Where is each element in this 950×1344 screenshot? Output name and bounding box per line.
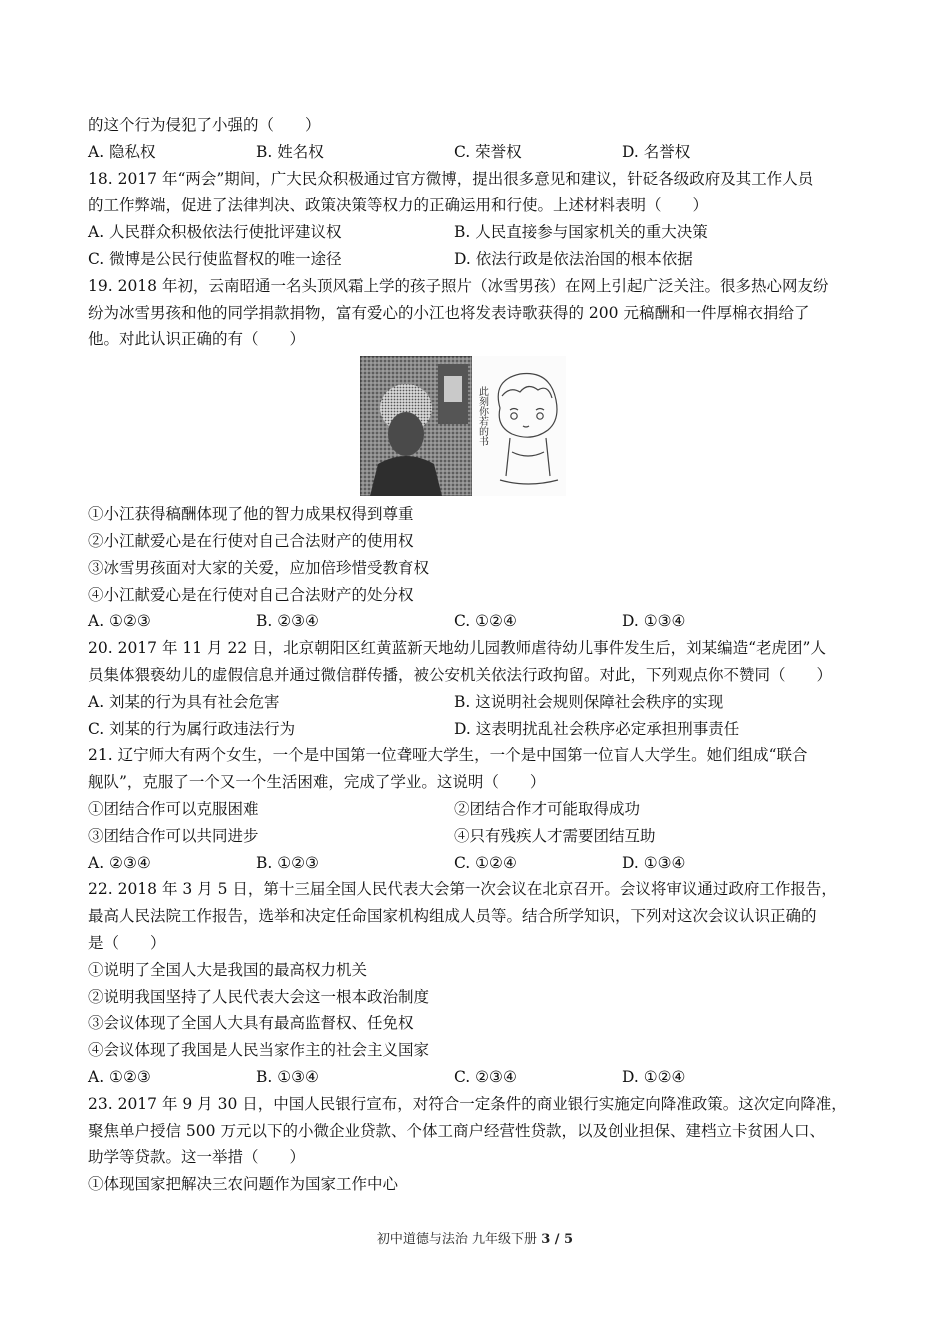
option-d: D. 依法行政是依法治国的根本依据: [454, 249, 693, 268]
q20-options-row: [88, 716, 878, 743]
q21-item: ④只有残疾人才需要团结互助: [454, 826, 656, 845]
figure-handwritten-text: 此刻你若的书: [476, 386, 488, 447]
q21-options: [88, 850, 878, 877]
q19-item: ①小江获得稿酬体现了他的智力成果权得到尊重: [88, 505, 414, 524]
option-d: D. 名誉权: [622, 142, 691, 161]
q23-stem-line: 23. 2017 年 9 月 30 日，中国人民银行宣布，对符合一定条件的商业银行实施定向降准政策。这次定向降准，: [88, 1094, 847, 1113]
q18-stem-line: 18. 2017 年“两会”期间，广大民众积极通过官方微博，提出很多意见和建议，针砭各级政府及其工作人员: [88, 169, 814, 188]
q23-item: ①体现国家把解决三农问题作为国家工作中心: [88, 1175, 399, 1194]
option-d: D. ①②④: [622, 1067, 686, 1086]
option-b: B. ①②③: [256, 853, 319, 872]
option-b: B. ②③④: [256, 612, 319, 631]
option-c: C. ②③④: [454, 1067, 517, 1086]
option-c: C. ①②④: [454, 853, 517, 872]
option-c: C. 荣誉权: [454, 142, 522, 161]
q17-options: [88, 139, 878, 166]
option-a: A. 刘某的行为具有社会危害: [88, 692, 280, 711]
footer-subject: 初中道德与法治 九年级下册: [376, 1232, 542, 1247]
q22-item: ③会议体现了全国人大具有最高监督权、任免权: [88, 1014, 414, 1033]
q18-options-row: [88, 219, 878, 246]
option-c: C. 刘某的行为属行政违法行为: [88, 719, 296, 738]
q22-stem-line: 是（ ）: [88, 933, 166, 952]
q20-options-row: [88, 689, 878, 716]
q21-items-row: [88, 823, 878, 850]
q21-item: ③团结合作可以共同进步: [88, 826, 259, 845]
q19-options: [88, 608, 878, 635]
option-b: B. ①③④: [256, 1067, 319, 1086]
option-a: A. 隐私权: [88, 142, 156, 161]
q22-stem-line: 22. 2018 年 3 月 5 日，第十三届全国人民代表大会第一次会议在北京召开。会议将审议通过政府工作报告，: [88, 880, 837, 899]
q22-item: ②说明我国坚持了人民代表大会这一根本政治制度: [88, 987, 430, 1006]
page-number: 3 / 5: [541, 1232, 574, 1247]
q19-stem-line: 19. 2018 年初，云南昭通一名头顶风霜上学的孩子照片（冰雪男孩）在网上引起广泛关注。很多热心网友纷: [88, 276, 829, 295]
option-b: B. 姓名权: [256, 142, 324, 161]
q22-item: ④会议体现了我国是人民当家作主的社会主义国家: [88, 1041, 430, 1060]
option-c: C. 微博是公民行使监督权的唯一途径: [88, 249, 342, 268]
q19-item: ②小江献爱心是在行使对自己合法财产的使用权: [88, 531, 414, 550]
q23-stem-line: 聚焦单户授信 500 万元以下的小微企业贷款、个体工商户经营性贷款，以及创业担保、建档立卡贫困人口、: [88, 1121, 825, 1140]
q19-stem-line: 他。对此认识正确的有（ ）: [88, 330, 306, 349]
option-b: B. 人民直接参与国家机关的重大决策: [454, 223, 708, 242]
q22-stem-line: 最高人民法院工作报告，选举和决定任命国家机构组成人员等。结合所学知识，下列对这次会议认识正确的: [88, 907, 817, 926]
q18-options-row: [88, 246, 878, 273]
option-b: B. 这说明社会规则保障社会秩序的实现: [454, 692, 724, 711]
exam-page: [88, 112, 878, 1198]
option-c: C. ①②④: [454, 612, 517, 631]
q21-stem-line: 21. 辽宁师大有两个女生，一个是中国第一位聋哑大学生，一个是中国第一位盲人大学生。她们组成“联合: [88, 746, 808, 765]
q23-stem-line: 助学等贷款。这一举措（ ）: [88, 1148, 306, 1167]
option-a: A. ②③④: [88, 853, 151, 872]
option-a: A. ①②③: [88, 1067, 151, 1086]
q21-items-row: [88, 796, 878, 823]
option-a: A. 人民群众积极依法行使批评建议权: [88, 223, 342, 242]
ice-boy-illustration: [360, 356, 566, 496]
q20-stem-line: 员集体猥亵幼儿的虚假信息并通过微信群传播，被公安机关依法行政拘留。对此，下列观点你不赞同（ ）: [88, 665, 833, 684]
q21-stem-line: 舰队”，克服了一个又一个生活困难，完成了学业。这说明（ ）: [88, 773, 546, 792]
q19-figure-area: [88, 353, 878, 501]
option-d: D. 这表明扰乱社会秩序必定承担刑事责任: [454, 719, 740, 738]
q21-item: ②团结合作才可能取得成功: [454, 799, 641, 818]
q19-item: ③冰雪男孩面对大家的关爱，应加倍珍惜受教育权: [88, 558, 430, 577]
q19-stem-line: 纷为冰雪男孩和他的同学捐款捐物，富有爱心的小江也将发表诗歌获得的 200 元稿酬和一件厚棉衣捐给了: [88, 303, 810, 322]
option-d: D. ①③④: [622, 853, 686, 872]
q22-item: ①说明了全国人大是我国的最高权力机关: [88, 960, 368, 979]
option-d: D. ①③④: [622, 612, 686, 631]
q17-stem: 的这个行为侵犯了小强的（ ）: [88, 116, 321, 134]
q21-item: ①团结合作可以克服困难: [88, 799, 259, 818]
q22-options: [88, 1064, 878, 1091]
option-a: A. ①②③: [88, 612, 151, 631]
q20-stem-line: 20. 2017 年 11 月 22 日，北京朝阳区红黄蓝新天地幼儿园教师虐待幼儿事件发生后，刘某编造“老虎团”人: [88, 639, 826, 658]
q19-item: ④小江献爱心是在行使对自己合法财产的处分权: [88, 585, 414, 604]
page-footer: [0, 1228, 950, 1247]
q18-stem-line: 的工作弊端，促进了法律判决、政策决策等权力的正确运用和行使。上述材料表明（ ）: [88, 196, 709, 215]
